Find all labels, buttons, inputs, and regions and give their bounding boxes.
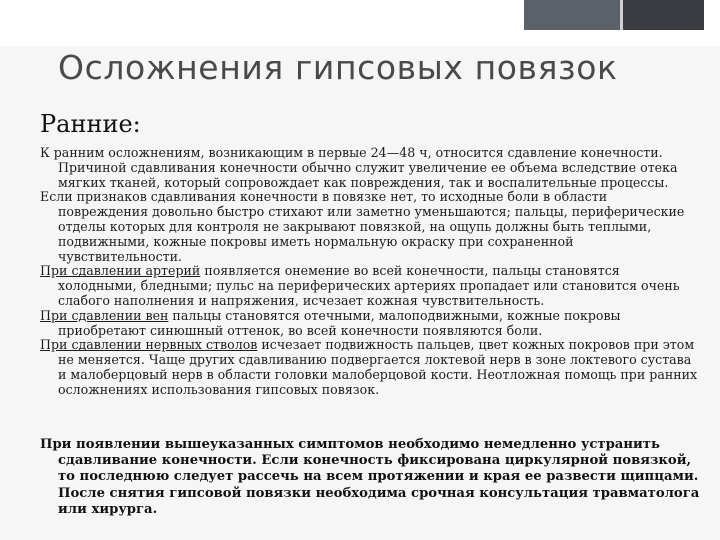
- paragraph-text: К ранним осложнениям, возникающим в первые 24—48 ч, относится сдавление конечности. Причиной сдавливания конечности обычно служит увеличение ее объема вследствие отека мягких тканей, который сопровождает как повреждения, так и воспалительные процессы.: [40, 145, 678, 190]
- paragraph-text: пальцы становятся отечными, малоподвижными, кожные покровы приобретают синюшный оттенок, во всей конечности появляются боли.: [58, 307, 621, 338]
- paragraph-artery-compression: [40, 264, 700, 308]
- paragraph-text: появляется онемение во всей конечности, пальцы становятся холодными, бледными; пульс на периферических артериях пропадает или становится очень слабого наполнения и напряжения, исчезает кожная чувствительность.: [58, 263, 680, 308]
- slide-subtitle: Ранние:: [40, 110, 141, 138]
- underlined-lead: При сдавлении артерий: [40, 263, 201, 279]
- decorative-top-bar: [524, 0, 704, 30]
- top-bar-segment-left: [524, 0, 620, 30]
- underlined-lead: При сдавлении нервных стволов: [40, 337, 258, 353]
- underlined-lead: При сдавлении вен: [40, 307, 169, 323]
- emergency-note: При появлении вышеуказанных симптомов необходимо немедленно устранить сдавливание конечности. Если конечность фиксирована циркулярной повязкой, то последнюю следует рассечь на всем протяжении и края ее развести щипцами. После снятия гипсовой повязки необходима срочная консультация травматолога или хирурга.: [40, 437, 700, 517]
- paragraph-early-complications: [40, 146, 700, 190]
- paragraph-no-compression-signs: [40, 190, 700, 264]
- slide-title: Осложнения гипсовых повязок: [58, 48, 618, 87]
- paragraph-nerve-compression: [40, 338, 700, 397]
- paragraph-vein-compression: [40, 309, 700, 339]
- top-bar-segment-right: [623, 0, 704, 30]
- paragraph-text: Если признаков сдавливания конечности в повязке нет, то исходные боли в области повреждения довольно быстро стихают или заметно уменьшаются; пальцы, периферические отделы которых для контроля не закрывают повязкой, на ощупь должны быть теплыми, подвижными, кожные покровы иметь нормальную окраску при сохраненной чувствительности.: [40, 189, 685, 264]
- paragraph-text: исчезает подвижность пальцев, цвет кожных покровов при этом не меняется. Чаще других сдавливанию подвергается локтевой нерв в зоне локтевого сустава и малоберцовый нерв в области головки малоберцовой кости. Неотложная помощь при ранних осложнениях использования гипсовых повязок.: [58, 337, 698, 397]
- body-text: [40, 146, 700, 398]
